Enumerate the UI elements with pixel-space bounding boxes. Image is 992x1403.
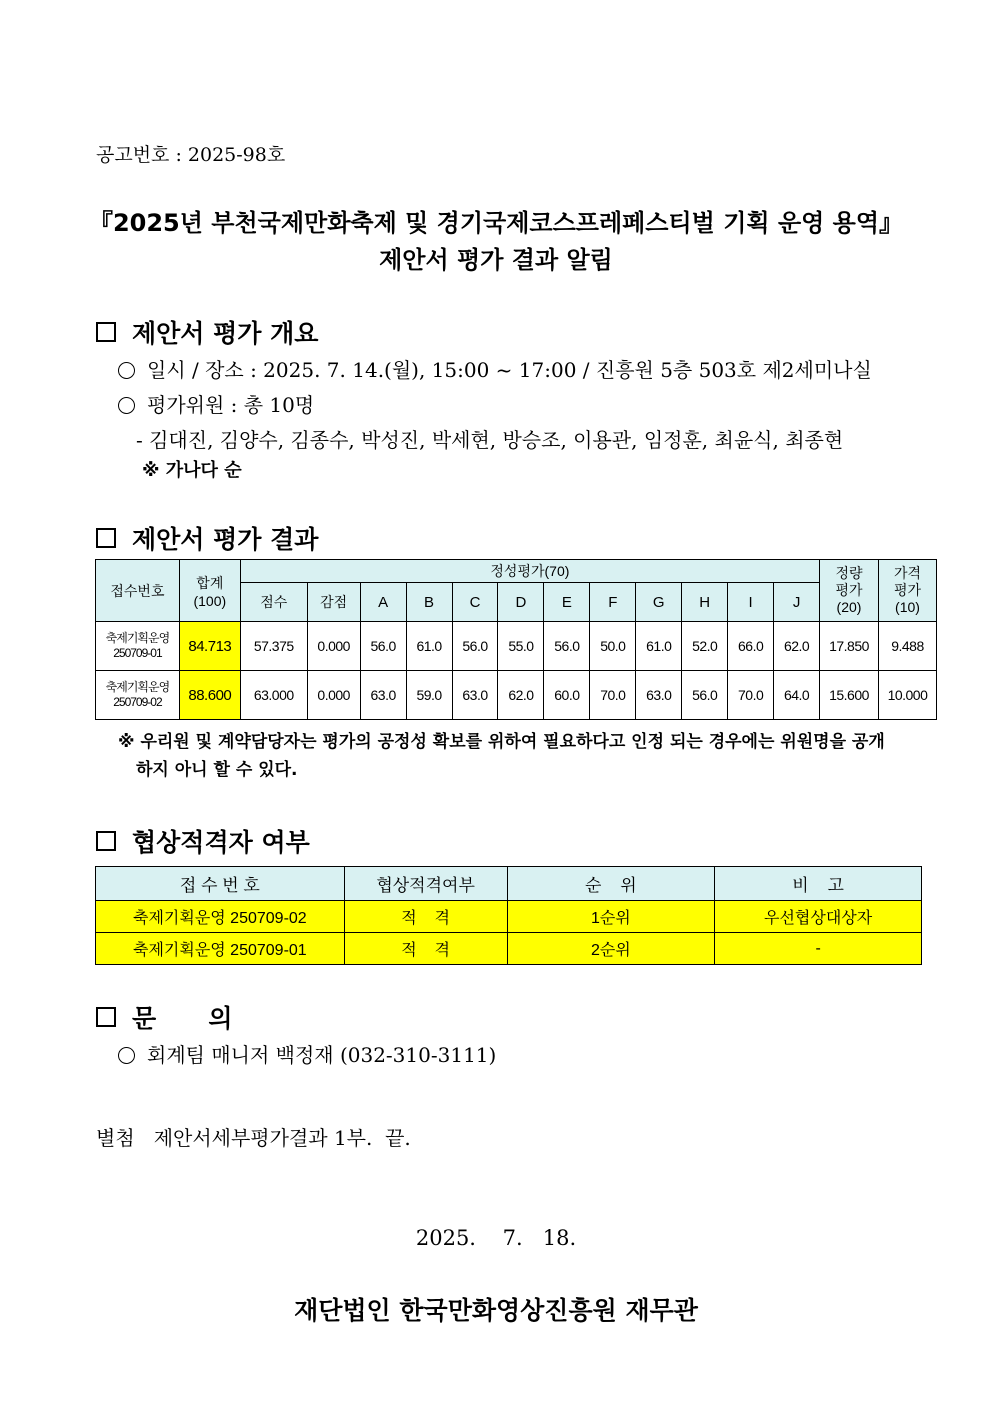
header-total: 합계 (100)	[179, 560, 240, 622]
cell-id: 축제기획운영 250709-01	[96, 933, 345, 965]
section-heading-text: 협상적격자 여부	[132, 828, 310, 857]
cell-id: 축제기획운영 250709-02	[96, 901, 345, 933]
evaluation-results-table	[95, 559, 937, 720]
section-heading-text: 문 의	[132, 1004, 233, 1033]
header-letter: A	[360, 583, 406, 622]
header-letter: I	[728, 583, 774, 622]
row-letter-score: 62.0	[774, 622, 820, 671]
row-letter-score: 63.0	[452, 671, 498, 720]
row-letter-score: 61.0	[636, 622, 682, 671]
row-letter-score: 56.0	[544, 622, 590, 671]
document-subtitle: 제안서 평가 결과 알림	[379, 246, 613, 274]
header-remarks: 비 고	[715, 867, 922, 901]
table-row	[96, 901, 922, 933]
circle-bullet-icon	[118, 1047, 135, 1064]
row-letter-score: 56.0	[360, 622, 406, 671]
issuer-name: 재단법인 한국만화영상진흥원 재무관	[294, 1296, 698, 1325]
cell-rank: 1순위	[507, 901, 715, 933]
cell-remarks: -	[715, 933, 922, 965]
checkbox-icon	[96, 831, 116, 851]
table-row	[96, 671, 937, 720]
row-score: 57.375	[240, 622, 307, 671]
committee-members: - 김대진, 김양수, 김종수, 박성진, 박세현, 방승조, 이용관, 임정훈, 최윤식, 최종현	[136, 428, 844, 452]
section-overview-heading	[96, 314, 318, 350]
row-letter-score: 70.0	[590, 671, 636, 720]
row-total: 84.713	[179, 622, 240, 671]
row-deduction: 0.000	[307, 671, 360, 720]
row-letter-score: 60.0	[544, 671, 590, 720]
header-letter: J	[774, 583, 820, 622]
header-rank: 순 위	[507, 867, 715, 901]
row-letter-score: 62.0	[498, 671, 544, 720]
header-deduction: 감점	[307, 583, 360, 622]
cell-rank: 2순위	[507, 933, 715, 965]
overview-datetime: 일시 / 장소 : 2025. 7. 14.(월), 15:00 ~ 17:00 / 진흥원 5층 503호 제2세미나실	[118, 354, 872, 383]
cell-remarks: 우선협상대상자	[715, 901, 922, 933]
checkbox-icon	[96, 1007, 116, 1027]
section-heading-text: 제안서 평가 개요	[132, 319, 319, 348]
row-letter-score: 50.0	[590, 622, 636, 671]
row-letter-score: 61.0	[406, 622, 452, 671]
cell-eligibility: 적 격	[344, 933, 507, 965]
header-letter: F	[590, 583, 636, 622]
row-score: 63.000	[240, 671, 307, 720]
row-letter-score: 63.0	[636, 671, 682, 720]
row-letter-score: 59.0	[406, 671, 452, 720]
header-letter: G	[636, 583, 682, 622]
disclosure-note: ※ 우리원 및 계약담당자는 평가의 공정성 확보를 위하여 필요하다고 인정 되는 경우에는 위원명을 공개 하지 아니 할 수 있다.	[118, 732, 885, 780]
row-quantitative: 15.600	[820, 671, 879, 720]
table-row	[96, 933, 922, 965]
row-letter-score: 55.0	[498, 622, 544, 671]
circle-bullet-icon	[118, 362, 135, 379]
row-total: 88.600	[179, 671, 240, 720]
negotiation-table	[95, 866, 922, 965]
row-letter-score: 66.0	[728, 622, 774, 671]
header-letter: H	[682, 583, 728, 622]
notice-number: 공고번호 : 2025-98호	[96, 144, 286, 166]
row-price: 9.488	[878, 622, 936, 671]
row-letter-score: 70.0	[728, 671, 774, 720]
section-results-heading	[96, 520, 318, 556]
issue-date: 2025. 7. 18.	[415, 1226, 577, 1250]
row-quantitative: 17.850	[820, 622, 879, 671]
checkbox-icon	[96, 322, 116, 342]
row-id: 축제기획운영 250709-01	[96, 622, 180, 671]
header-qualitative: 정성평가(70)	[240, 560, 819, 583]
row-letter-score: 63.0	[360, 671, 406, 720]
section-inquiry-heading	[96, 999, 233, 1035]
header-letter: B	[406, 583, 452, 622]
row-price: 10.000	[878, 671, 936, 720]
section-heading-text: 제안서 평가 결과	[132, 525, 319, 554]
row-id: 축제기획운영 250709-02	[96, 671, 180, 720]
header-id: 접수번호	[96, 560, 180, 622]
row-letter-score: 52.0	[682, 622, 728, 671]
checkbox-icon	[96, 528, 116, 548]
header-price: 가격 평가 (10)	[878, 560, 936, 622]
order-note: ※ 가나다 순	[142, 460, 242, 481]
attachment-note: 별첨 제안서세부평가결과 1부. 끝.	[96, 1126, 411, 1150]
circle-bullet-icon	[118, 397, 135, 414]
header-quantitative: 정량 평가 (20)	[820, 560, 879, 622]
header-letter: E	[544, 583, 590, 622]
row-letter-score: 56.0	[452, 622, 498, 671]
row-letter-score: 56.0	[682, 671, 728, 720]
header-id: 접 수 번 호	[96, 867, 345, 901]
row-deduction: 0.000	[307, 622, 360, 671]
cell-eligibility: 적 격	[344, 901, 507, 933]
overview-committee: 평가위원 : 총 10명	[118, 389, 314, 418]
table-row	[96, 622, 937, 671]
header-eligibility: 협상적격여부	[344, 867, 507, 901]
document-title: 『2025년 부천국제만화축제 및 경기국제코스프레페스티벌 기획 운영 용역』	[88, 209, 904, 237]
header-letter: C	[452, 583, 498, 622]
header-score: 점수	[240, 583, 307, 622]
row-letter-score: 64.0	[774, 671, 820, 720]
inquiry-contact: 회계팀 매니저 백정재 (032-310-3111)	[118, 1039, 496, 1068]
section-negotiation-heading	[96, 823, 310, 859]
header-letter: D	[498, 583, 544, 622]
